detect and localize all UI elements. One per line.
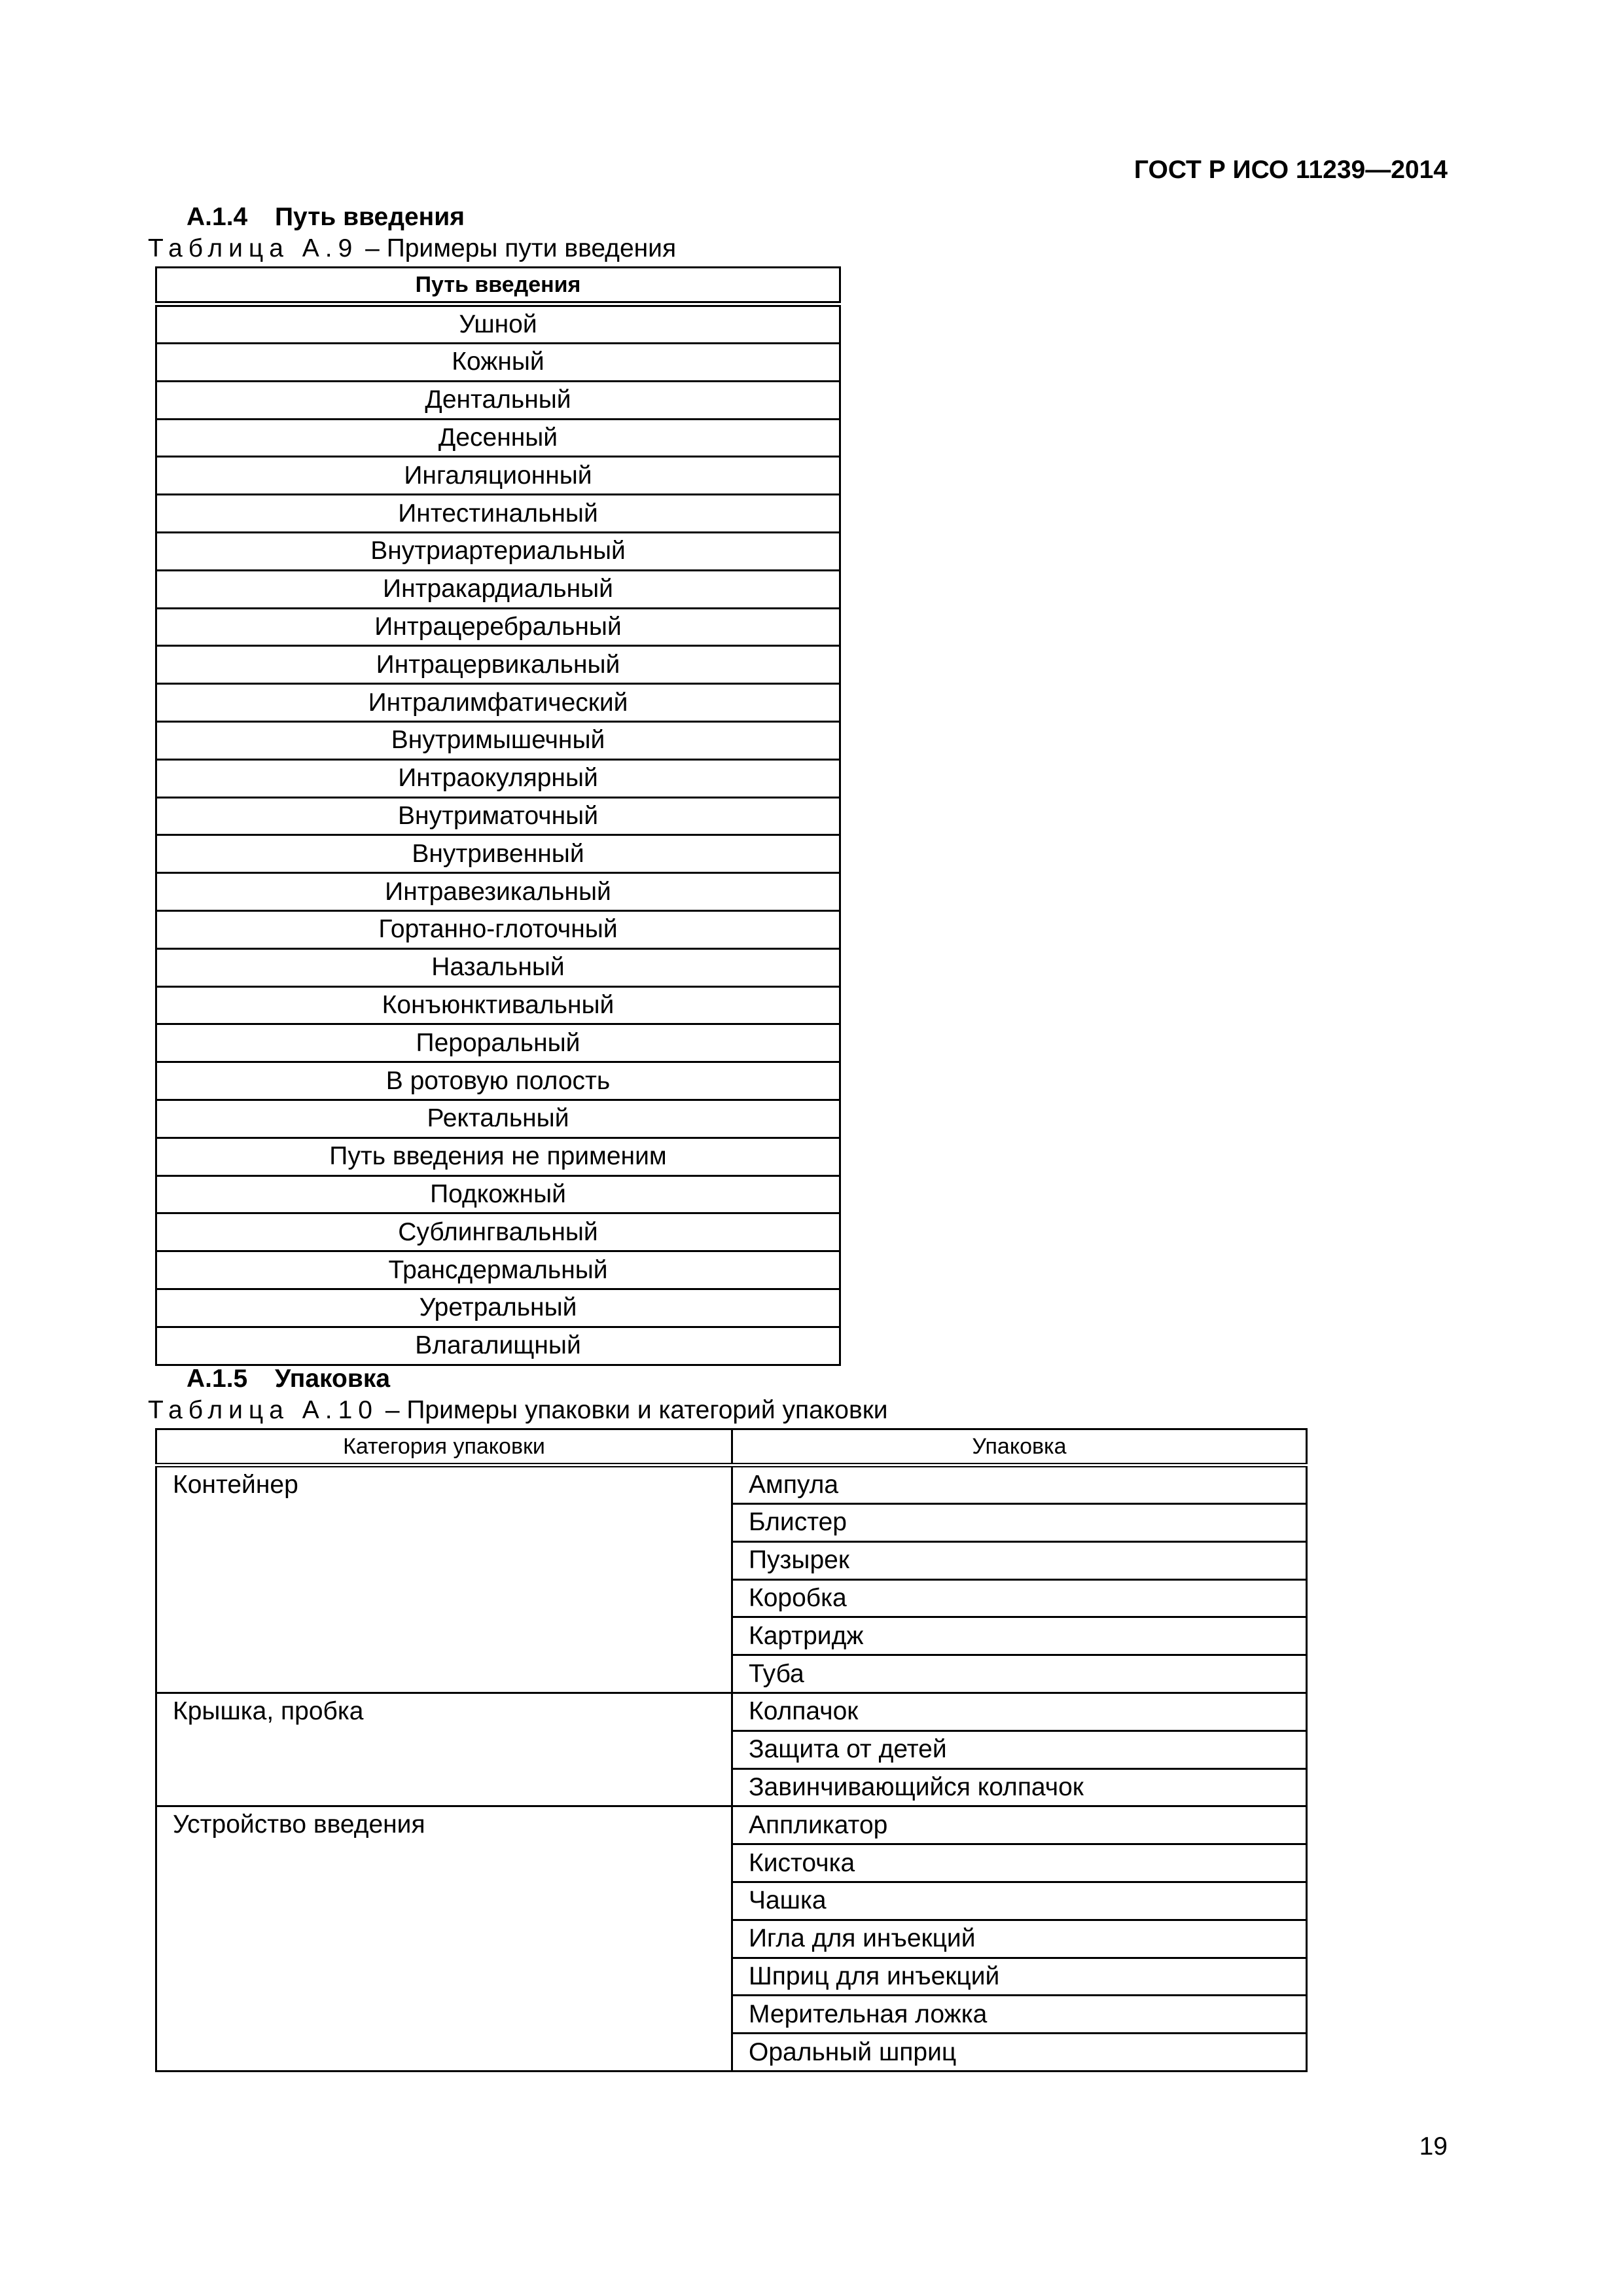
table-row	[156, 1693, 1307, 1731]
table-row	[156, 910, 840, 948]
table-row	[156, 457, 840, 495]
route-cell: Гортанно-глоточный	[156, 910, 840, 948]
packaging-item-cell: Ампула	[732, 1465, 1307, 1504]
table-row	[156, 532, 840, 570]
packaging-category-cell: Контейнер	[156, 1465, 732, 1693]
packaging-item-cell: Завинчивающийся колпачок	[732, 1768, 1307, 1806]
table-a10-caption-text: Примеры упаковки и категорий упаковки	[406, 1396, 888, 1424]
table-a10-body	[156, 1465, 1307, 2072]
route-cell: Уретральный	[156, 1289, 840, 1327]
table-row	[156, 646, 840, 684]
packaging-item-cell: Шприц для инъекций	[732, 1958, 1307, 1996]
route-cell: Дентальный	[156, 381, 840, 419]
packaging-item-cell: Коробка	[732, 1579, 1307, 1617]
packaging-category-cell: Крышка, пробка	[156, 1693, 732, 1806]
table-row	[156, 873, 840, 911]
section-a14-heading	[187, 203, 465, 232]
table-row	[156, 759, 840, 797]
packaging-item-cell: Мерительная ложка	[732, 1996, 1307, 2034]
packaging-item-cell: Аппликатор	[732, 1806, 1307, 1844]
route-cell: Интрацервикальный	[156, 646, 840, 684]
route-cell: Интракардиальный	[156, 570, 840, 608]
route-cell: Ректальный	[156, 1100, 840, 1138]
route-cell: Внутривенный	[156, 835, 840, 873]
table-row	[156, 304, 840, 344]
table-row	[156, 835, 840, 873]
packaging-category-cell: Устройство введения	[156, 1806, 732, 2072]
section-a15-title: Упаковка	[275, 1365, 391, 1393]
packaging-item-cell: Защита от детей	[732, 1731, 1307, 1768]
table-row	[156, 1138, 840, 1175]
table-a9-dash: –	[365, 234, 380, 262]
packaging-item-cell: Колпачок	[732, 1693, 1307, 1731]
table-row	[156, 1100, 840, 1138]
packaging-item-cell: Пузырек	[732, 1541, 1307, 1579]
table-a10-header-category: Категория упаковки	[156, 1429, 732, 1465]
page-number: 19	[1419, 2132, 1448, 2161]
table-a9-routes	[155, 266, 841, 1366]
table-a10-label: Таблица А.10	[148, 1396, 378, 1424]
table-row	[156, 381, 840, 419]
table-row	[156, 986, 840, 1024]
route-cell: Подкожный	[156, 1175, 840, 1213]
table-a9-caption	[148, 234, 676, 263]
route-cell: Десенный	[156, 419, 840, 457]
route-cell: Интестинальный	[156, 495, 840, 533]
table-a10-header-packaging: Упаковка	[732, 1429, 1307, 1465]
route-cell: Кожный	[156, 344, 840, 382]
table-a10-dash: –	[385, 1396, 400, 1424]
route-cell: Сублингвальный	[156, 1213, 840, 1251]
table-a10-packaging	[155, 1428, 1308, 2072]
table-row	[156, 948, 840, 986]
section-a14-title: Путь введения	[275, 203, 465, 231]
table-row	[156, 1062, 840, 1100]
route-cell: Влагалищный	[156, 1327, 840, 1365]
table-row	[156, 1175, 840, 1213]
packaging-item-cell: Кисточка	[732, 1844, 1307, 1882]
section-a14-number: A.1.4	[187, 203, 248, 231]
table-row	[156, 495, 840, 533]
table-row	[156, 1213, 840, 1251]
route-cell: Ингаляционный	[156, 457, 840, 495]
section-a15-heading	[187, 1365, 390, 1393]
packaging-item-cell: Чашка	[732, 1882, 1307, 1920]
table-a9-body	[156, 304, 840, 1365]
route-cell: Интраокулярный	[156, 759, 840, 797]
section-a15-number: A.1.5	[187, 1365, 248, 1393]
route-cell: Пероральный	[156, 1024, 840, 1062]
route-cell: Ушной	[156, 304, 840, 344]
table-row	[156, 419, 840, 457]
table-row	[156, 1465, 1307, 1504]
table-row	[156, 344, 840, 382]
table-a10-caption	[148, 1396, 888, 1425]
table-row	[156, 608, 840, 646]
route-cell: Внутримышечный	[156, 721, 840, 759]
route-cell: Интралимфатический	[156, 684, 840, 722]
table-a9-label: Таблица А.9	[148, 234, 359, 262]
table-row	[156, 1251, 840, 1289]
packaging-item-cell: Картридж	[732, 1617, 1307, 1655]
route-cell: Конъюнктивальный	[156, 986, 840, 1024]
table-row	[156, 1806, 1307, 1844]
table-a9-caption-text: Примеры пути введения	[386, 234, 677, 262]
route-cell: Трансдермальный	[156, 1251, 840, 1289]
route-cell: Внутриартериальный	[156, 532, 840, 570]
packaging-item-cell: Оральный шприц	[732, 2034, 1307, 2072]
table-a9-header: Путь введения	[156, 268, 840, 304]
document-standard-number: ГОСТ Р ИСО 11239—2014	[1133, 156, 1448, 184]
route-cell: Интравезикальный	[156, 873, 840, 911]
table-row	[156, 1327, 840, 1365]
route-cell: Назальный	[156, 948, 840, 986]
packaging-item-cell: Блистер	[732, 1504, 1307, 1542]
table-row	[156, 1289, 840, 1327]
table-row	[156, 684, 840, 722]
table-row	[156, 1024, 840, 1062]
table-row	[156, 570, 840, 608]
route-cell: Путь введения не применим	[156, 1138, 840, 1175]
packaging-item-cell: Игла для инъекций	[732, 1920, 1307, 1958]
route-cell: Внутриматочный	[156, 797, 840, 835]
table-row	[156, 797, 840, 835]
table-row	[156, 721, 840, 759]
packaging-item-cell: Туба	[732, 1655, 1307, 1693]
route-cell: В ротовую полость	[156, 1062, 840, 1100]
route-cell: Интрацеребральный	[156, 608, 840, 646]
